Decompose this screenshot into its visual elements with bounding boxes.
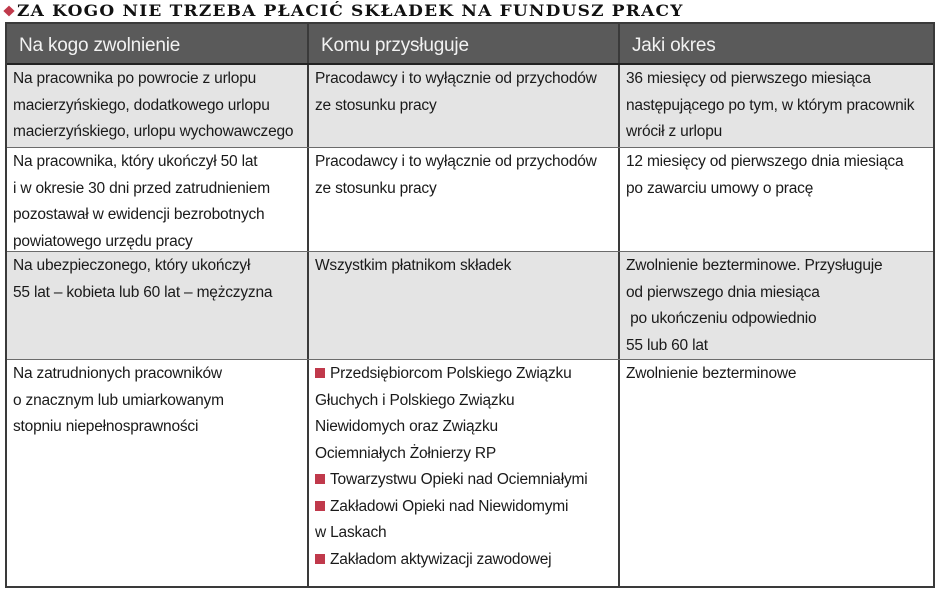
text-line: następującego po tym, w którym pracownik — [626, 96, 915, 114]
table-row — [7, 252, 933, 360]
cell-to-whom — [309, 65, 620, 147]
table-row — [7, 65, 933, 148]
header-period: Jaki okres — [632, 35, 716, 56]
text-line: powiatowego urzędu pracy — [13, 232, 193, 250]
bullet-text: Towarzystwu Opieki nad Ociemniałymi — [330, 471, 588, 488]
text-line: Niewidomych oraz Związku — [315, 418, 498, 435]
cell-period — [620, 252, 933, 359]
bullet-text: Zakładowi Opieki nad Niewidomymi — [330, 497, 569, 515]
text-line: 55 lub 60 lat — [626, 336, 708, 354]
text-line: Ociemniałych Żołnierzy RP — [315, 444, 497, 462]
text-line: Na zatrudnionych pracowników — [13, 365, 222, 382]
text-line: Na ubezpieczonego, który ukończył — [13, 257, 251, 274]
bullet-text: Zakładom aktywizacji zawodowej — [330, 550, 552, 568]
text-line: po ukończeniu odpowiednio — [626, 310, 817, 327]
cell-who — [7, 252, 309, 359]
text-line: po zawarciu umowy o pracę — [626, 179, 814, 197]
bullet-text: Przedsiębiorcom Polskiego Związku — [330, 365, 572, 382]
text-line: Pracodawcy i to wyłącznie od przychodów — [315, 70, 597, 87]
header-to-whom: Komu przysługuje — [309, 24, 620, 63]
text-line: Pracodawcy i to wyłącznie od przychodów — [315, 153, 597, 170]
cell-period — [620, 360, 933, 586]
text-line: Zwolnienie bezterminowe — [626, 365, 797, 382]
text-line: macierzyńskiego, dodatkowego urlopu — [13, 96, 270, 114]
text-line — [315, 467, 618, 494]
title-text: ZA KOGO NIE TRZEBA PŁACIĆ SKŁADEK NA FUNDUSZ PRACY — [17, 1, 684, 21]
red-square-bullet-icon — [315, 554, 325, 564]
text-line: 36 miesięcy od pierwszego miesiąca — [626, 70, 871, 87]
text-line: 12 miesięcy od pierwszego dnia miesiąca — [626, 153, 904, 170]
cell-period — [620, 65, 933, 147]
red-square-bullet-icon — [315, 474, 325, 484]
table-row — [7, 148, 933, 252]
diamond-bullet-icon — [3, 6, 14, 17]
cell-who — [7, 65, 309, 147]
red-square-bullet-icon — [315, 368, 325, 378]
header-who: Na kogo zwolnienie — [7, 24, 309, 63]
text-line: stopniu niepełnosprawności — [13, 418, 199, 435]
text-line: Głuchych i Polskiego Związku — [315, 391, 515, 409]
text-line — [315, 361, 618, 388]
red-square-bullet-icon — [315, 501, 325, 511]
text-line: i w okresie 30 dni przed zatrudnieniem — [13, 179, 270, 197]
text-line: Wszystkim płatnikom składek — [315, 257, 512, 274]
text-line: Zwolnienie bezterminowe. Przysługuje — [626, 257, 883, 274]
text-line: ze stosunku pracy — [315, 179, 437, 197]
text-line: od pierwszego dnia miesiąca — [626, 283, 820, 301]
text-line — [315, 494, 618, 521]
text-line: pozostawał w ewidencji bezrobotnych — [13, 206, 265, 223]
text-line: o znacznym lub umiarkowanym — [13, 391, 224, 409]
cell-to-whom — [309, 360, 620, 586]
table-row — [7, 360, 933, 586]
exemptions-table — [5, 22, 935, 588]
text-line: ze stosunku pracy — [315, 96, 437, 114]
text-line: Na pracownika, który ukończył 50 lat — [13, 153, 258, 170]
text-line: macierzyńskiego, urlopu wychowawczego — [13, 123, 294, 140]
cell-who — [7, 360, 309, 586]
table-header-row — [7, 24, 933, 65]
text-line: wrócił z urlopu — [626, 123, 723, 140]
table-title — [4, 2, 684, 21]
text-line: w Laskach — [315, 524, 387, 541]
cell-period — [620, 148, 933, 251]
text-line: Na pracownika po powrocie z urlopu — [13, 70, 257, 87]
text-line — [315, 547, 618, 574]
cell-who — [7, 148, 309, 251]
cell-to-whom — [309, 252, 620, 359]
text-line: 55 lat – kobieta lub 60 lat – mężczyzna — [13, 283, 273, 301]
cell-to-whom — [309, 148, 620, 251]
